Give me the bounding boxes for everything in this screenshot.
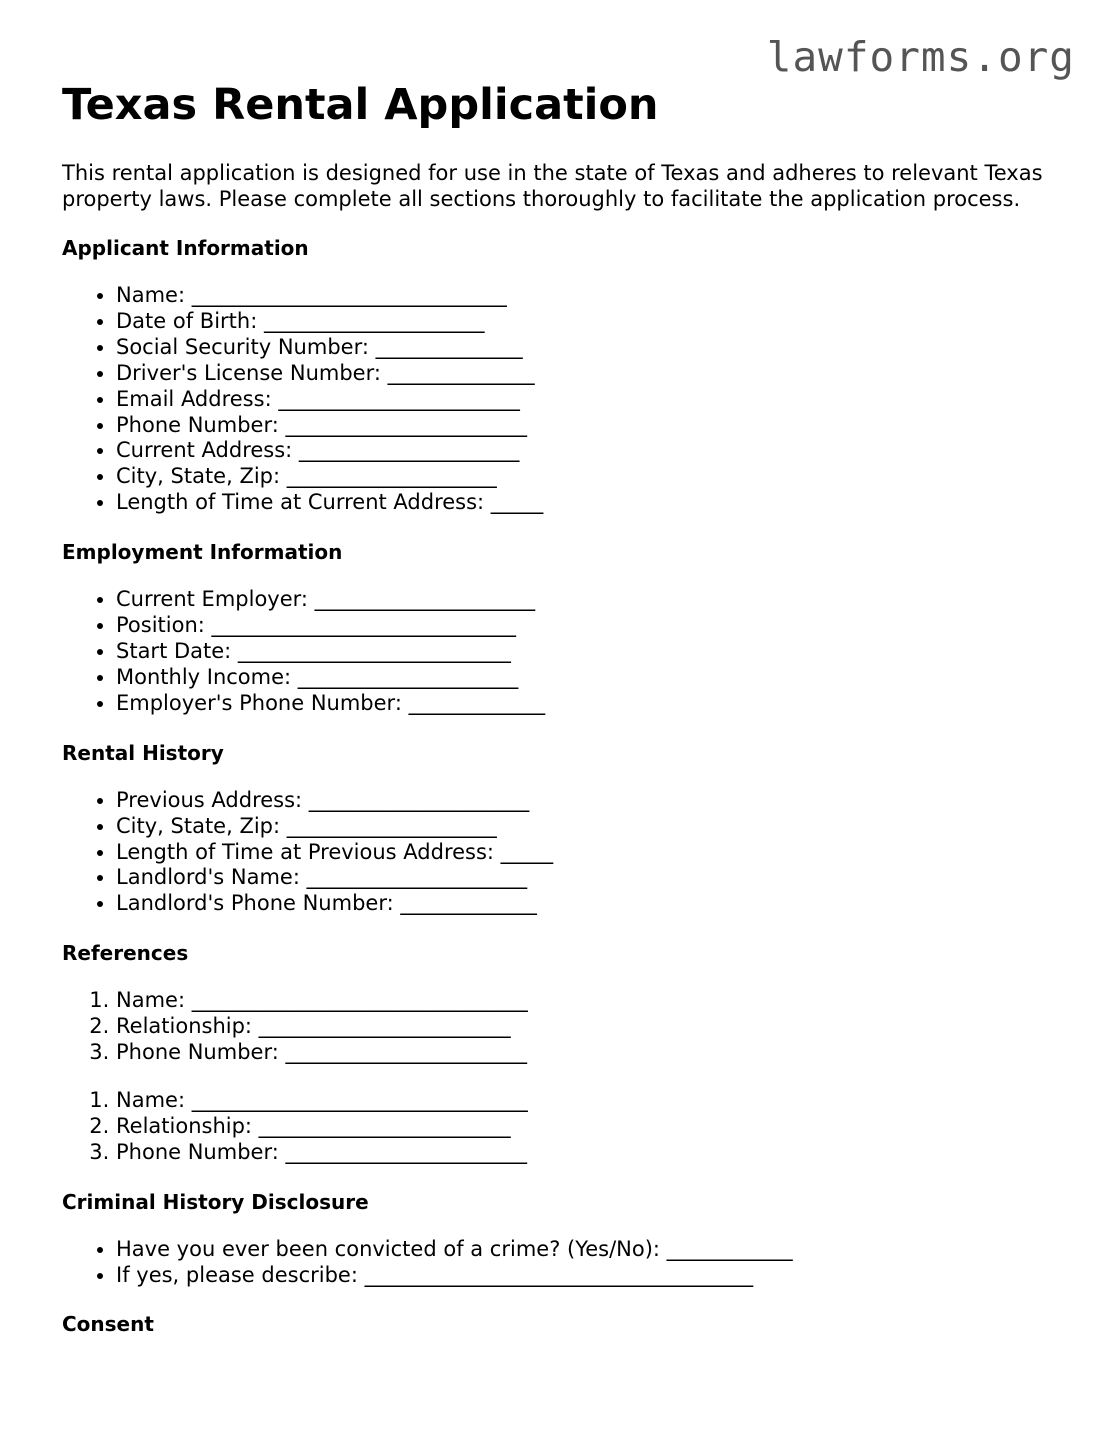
applicant-license-field[interactable]: • Driver's License Number: ______________ bbox=[116, 361, 1052, 387]
reference-1-list bbox=[62, 988, 1052, 1066]
previous-city-state-zip-field[interactable]: • City, State, Zip: ____________________ bbox=[116, 814, 1052, 840]
criminal-history-list bbox=[62, 1237, 1052, 1289]
applicant-phone-field[interactable]: • Phone Number: _______________________ bbox=[116, 413, 1052, 439]
monthly-income-field[interactable]: • Monthly Income: _____________________ bbox=[116, 665, 1052, 691]
applicant-address-field[interactable]: • Current Address: _____________________ bbox=[116, 438, 1052, 464]
applicant-name-field[interactable]: • Name: ______________________________ bbox=[116, 283, 1052, 309]
site-watermark: lawforms.org bbox=[766, 33, 1075, 81]
position-field[interactable]: • Position: _____________________________ bbox=[116, 613, 1052, 639]
applicant-dob-field[interactable]: • Date of Birth: _____________________ bbox=[116, 309, 1052, 335]
intro-paragraph: This rental application is designed for use in the state of Texas and adheres to relevant Texas property laws. Please complete all sections thoroughly to facilitate the application process. bbox=[62, 161, 1043, 211]
reference-1-phone-field[interactable]: 3. Phone Number: _______________________ bbox=[116, 1040, 1052, 1066]
applicant-email-field[interactable]: • Email Address: _______________________ bbox=[116, 387, 1052, 413]
applicant-city-state-zip-field[interactable]: • City, State, Zip: ____________________ bbox=[116, 464, 1052, 490]
employer-field[interactable]: • Current Employer: _____________________ bbox=[116, 587, 1052, 613]
previous-address-field[interactable]: • Previous Address: _____________________ bbox=[116, 788, 1052, 814]
reference-1-name-field[interactable]: 1. Name: ________________________________ bbox=[116, 988, 1052, 1014]
applicant-time-at-address-field[interactable]: • Length of Time at Current Address: _____ bbox=[116, 490, 1052, 516]
applicant-list bbox=[62, 283, 1052, 516]
employer-phone-field[interactable]: • Employer's Phone Number: _____________ bbox=[116, 691, 1052, 717]
criminal-history-heading: Criminal History Disclosure bbox=[62, 1189, 369, 1214]
document-body bbox=[62, 76, 1052, 1337]
reference-1-relationship-field[interactable]: 2. Relationship: ________________________ bbox=[116, 1014, 1052, 1040]
reference-2-name-field[interactable]: 1. Name: ________________________________ bbox=[116, 1088, 1052, 1114]
time-at-previous-address-field[interactable]: • Length of Time at Previous Address: _____ bbox=[116, 840, 1052, 866]
references-heading: References bbox=[62, 941, 189, 966]
rental-history-list bbox=[62, 788, 1052, 918]
landlord-name-field[interactable]: • Landlord's Name: _____________________ bbox=[116, 865, 1052, 891]
employment-heading: Employment Information bbox=[62, 540, 343, 565]
applicant-heading: Applicant Information bbox=[62, 236, 309, 260]
rental-history-heading: Rental History bbox=[62, 740, 224, 765]
reference-2-phone-field[interactable]: 3. Phone Number: _______________________ bbox=[116, 1140, 1052, 1166]
landlord-phone-field[interactable]: • Landlord's Phone Number: _____________ bbox=[116, 891, 1052, 917]
applicant-ssn-field[interactable]: • Social Security Number: ______________ bbox=[116, 335, 1052, 361]
page-title: Texas Rental Application bbox=[62, 80, 659, 130]
consent-heading: Consent bbox=[62, 1312, 154, 1337]
reference-2-list bbox=[62, 1088, 1052, 1166]
crime-description-field[interactable]: • If yes, please describe: _____________________________________ bbox=[116, 1263, 1052, 1289]
reference-2-relationship-field[interactable]: 2. Relationship: ________________________ bbox=[116, 1114, 1052, 1140]
start-date-field[interactable]: • Start Date: __________________________ bbox=[116, 639, 1052, 665]
employment-list bbox=[62, 587, 1052, 717]
convicted-field[interactable]: • Have you ever been convicted of a crime? (Yes/No): ____________ bbox=[116, 1237, 1052, 1263]
